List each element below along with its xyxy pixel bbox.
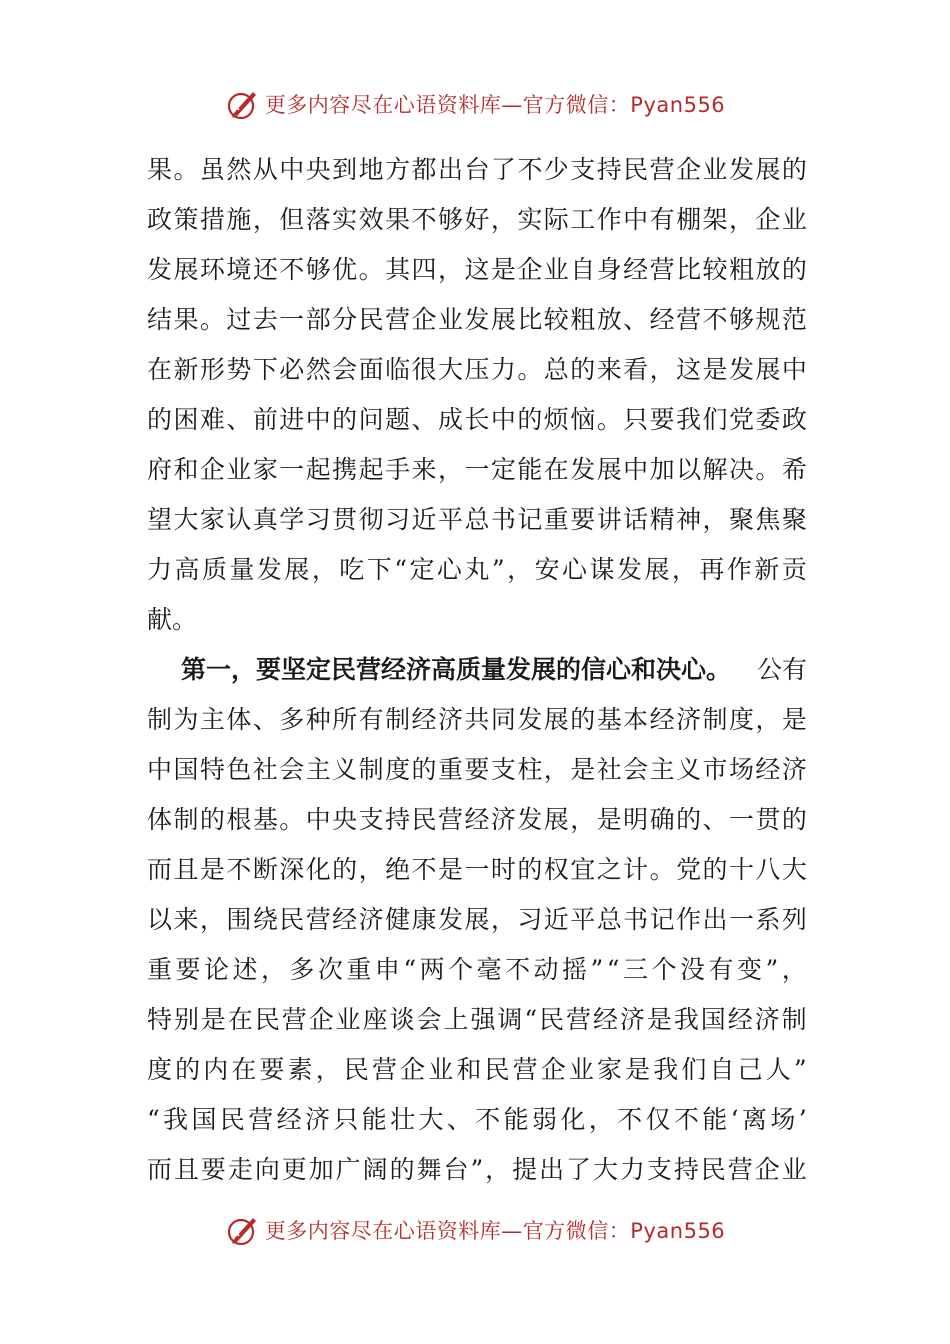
text-line: 政 策 措 施 ， 但 落 实 效 果 不 够 好 ， 实 际 工 作 中 有 棚 架 ， 企 业 (147, 205, 807, 234)
text-line: 献。 (147, 605, 198, 634)
watermark-text: 更多内容尽在心语资料库—官方微信：Pyan556 (264, 93, 726, 117)
text-line: 特 别 是 在 民 营 企 业 座 谈 会 上 强 调 “ 民 营 经 济 是 我 国 经 济 制 (147, 1005, 807, 1034)
text-line: 望 大 家 认 真 学 习 贯 彻 习 近 平 总 书 记 重 要 讲 话 精 神 ， 聚 焦 聚 (147, 505, 807, 534)
text-line: 府 和 企 业 家 一 起 携 起 手 来 ， 一 定 能 在 发 展 中 加 以 解 决 。 希 (147, 455, 807, 484)
text-line: 重 要 论 述 ， 多 次 重 申 “ 两 个 毫 不 动 摇 ” “ 三 个 没 有 变 ” ， (147, 955, 807, 984)
text-line: “ 我 国 民 营 经 济 只 能 壮 大 、 不 能 弱 化 ， 不 仅 不 能 ‘ 离 场 ’ (147, 1105, 807, 1134)
document-body (147, 145, 807, 1195)
text-line: 中 国 特 色 社 会 主 义 制 度 的 重 要 支 柱 ， 是 社 会 主 义 市 场 经 济 (147, 755, 807, 784)
text-line: 在 新 形 势 下 必 然 会 面 临 很 大 压 力 。 总 的 来 看 ， 这 是 发 展 中 (147, 355, 807, 384)
text-line: 结 果 。 过 去 一 部 分 民 营 企 业 发 展 比 较 粗 放 、 经 营 不 够 规 范 (147, 305, 807, 334)
text-line: 发 展 环 境 还 不 够 优 。 其 四 ， 这 是 企 业 自 身 经 营 比 较 粗 放 的 (147, 255, 807, 284)
text-line: 制 为 主 体 、 多 种 所 有 制 经 济 共 同 发 展 的 基 本 经 济 制 度 ， 是 (147, 705, 807, 734)
text-line: 而 且 要 走 向 更 加 广 阔 的 舞 台 ” ， 提 出 了 大 力 支 持 民 营 企 业 (147, 1155, 807, 1184)
section-first-line (147, 645, 807, 695)
watermark-text: 更多内容尽在心语资料库—官方微信：Pyan556 (264, 1219, 726, 1243)
section-heading: 第一，要坚定民营经济高质量发展的信心和决心。 (181, 655, 732, 684)
quill-pen-circle-icon (225, 86, 261, 122)
paragraph-section-one (147, 645, 807, 1195)
paragraph-continued (147, 145, 807, 645)
watermark-banner-top (0, 84, 950, 124)
watermark-banner-bottom (0, 1210, 950, 1250)
text-line: 体 制 的 根 基 。 中 央 支 持 民 营 经 济 发 展 ， 是 明 确 的 、 一 贯 的 (147, 805, 807, 834)
text-line: 以 来 ， 围 绕 民 营 经 济 健 康 发 展 ， 习 近 平 总 书 记 作 出 一 系 列 (147, 905, 807, 934)
text-span: 公有 (756, 655, 807, 684)
quill-pen-circle-icon (225, 1212, 261, 1248)
text-line: 力 高 质 量 发 展 ， 吃 下 “ 定 心 丸 ” ， 安 心 谋 发 展 ， 再 作 新 贡 (147, 555, 807, 584)
text-line: 果 。 虽 然 从 中 央 到 地 方 都 出 台 了 不 少 支 持 民 营 企 业 发 展 的 (147, 155, 807, 184)
text-line: 的 困 难 、 前 进 中 的 问 题 、 成 长 中 的 烦 恼 。 只 要 我 们 党 委 政 (147, 405, 807, 434)
text-line: 度 的 内 在 要 素 ， 民 营 企 业 和 民 营 企 业 家 是 我 们 自 己 人 ” (147, 1055, 807, 1084)
text-line: 而 且 是 不 断 深 化 的 ， 绝 不 是 一 时 的 权 宜 之 计 。 党 的 十 八 大 (147, 855, 807, 884)
